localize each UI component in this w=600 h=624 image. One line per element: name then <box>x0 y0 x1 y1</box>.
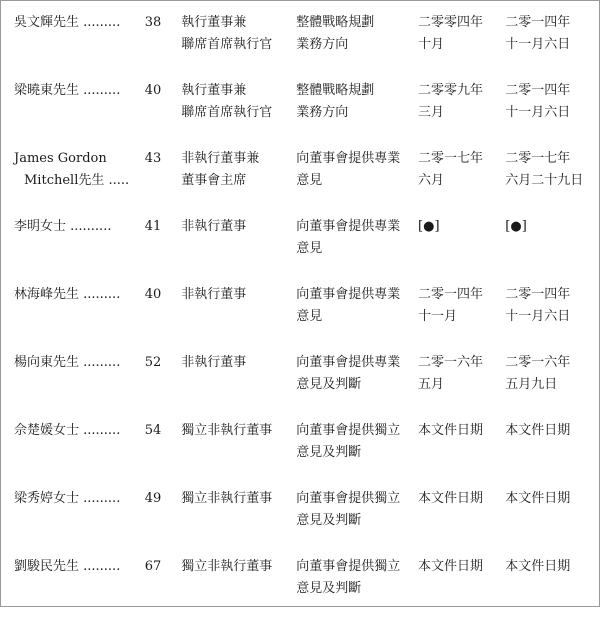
director-appointment-date-line: 十一月六日 <box>505 105 571 120</box>
director-age: 49 <box>144 491 162 506</box>
director-appointment-date <box>505 556 594 624</box>
director-role <box>296 148 418 216</box>
director-position-line: 非執行董事 <box>181 219 247 234</box>
director-join-date <box>418 284 505 352</box>
director-appointment-date-line: 本文件日期 <box>505 423 571 438</box>
director-name-line: 劉駿民先生 ......... <box>14 559 121 574</box>
director-position <box>181 488 296 556</box>
director-join-date-line: 二零一六年 <box>418 355 484 370</box>
director-role-line: 業務方向 <box>296 37 349 52</box>
director-row <box>14 488 594 556</box>
director-position <box>181 556 296 624</box>
director-name-line: 梁秀婷女士 ......... <box>14 491 121 506</box>
director-join-date-line: 本文件日期 <box>418 491 484 506</box>
director-name-line: 李明女士 .......... <box>14 219 112 234</box>
director-name <box>14 488 129 556</box>
director-row <box>14 148 594 216</box>
director-name <box>14 352 129 420</box>
director-age: 52 <box>144 355 162 370</box>
director-role <box>296 420 418 488</box>
director-join-date <box>418 352 505 420</box>
director-name <box>14 420 129 488</box>
director-name-line: Mitchell先生 ..... <box>24 173 130 188</box>
director-role-line: 整體戰略規劃 <box>296 15 375 30</box>
director-appointment-date <box>505 352 594 420</box>
director-join-date-line: 二零零四年 <box>418 15 484 30</box>
director-appointment-date-line: 本文件日期 <box>505 491 571 506</box>
director-join-date-line: 五月 <box>418 377 445 392</box>
director-position-line: 非執行董事 <box>181 355 247 370</box>
director-appointment-date <box>505 80 594 148</box>
director-appointment-date <box>505 420 594 488</box>
director-appointment-date-line: 本文件日期 <box>505 559 571 574</box>
director-role-line: 意見及判斷 <box>296 581 362 596</box>
director-role-line: 向董事會提供獨立 <box>296 491 401 506</box>
director-appointment-date-line: 五月九日 <box>505 377 558 392</box>
director-position-line: 獨立非執行董事 <box>181 559 273 574</box>
director-row <box>14 80 594 148</box>
director-role-line: 向董事會提供專業 <box>296 151 401 166</box>
director-name <box>14 80 129 148</box>
director-role-line: 向董事會提供專業 <box>296 287 401 302</box>
director-join-date-line: 六月 <box>418 173 445 188</box>
director-row <box>14 556 594 624</box>
director-join-date <box>418 420 505 488</box>
director-role-line: 意見 <box>296 173 323 188</box>
director-role-line: 向董事會提供專業 <box>296 219 401 234</box>
director-join-date-line: 本文件日期 <box>418 423 484 438</box>
director-age: 43 <box>144 151 162 166</box>
director-age: 67 <box>144 559 162 574</box>
director-role <box>296 284 418 352</box>
director-appointment-date <box>505 148 594 216</box>
director-name <box>14 216 129 284</box>
director-name <box>14 148 129 216</box>
director-appointment-date <box>505 216 594 284</box>
director-role-line: 整體戰略規劃 <box>296 83 375 98</box>
director-role-line: 意見 <box>296 241 323 256</box>
director-name <box>14 284 129 352</box>
director-appointment-date-line: 二零一四年 <box>505 83 571 98</box>
director-name-line: 梁曉東先生 ......... <box>14 83 121 98</box>
director-position-line: 非執行董事 <box>181 287 247 302</box>
director-role <box>296 12 418 80</box>
director-role-line: 向董事會提供專業 <box>296 355 401 370</box>
director-name-line: James Gordon <box>14 151 107 166</box>
director-join-date-line: 二零一七年 <box>418 151 484 166</box>
director-position-line: 執行董事兼 <box>181 15 247 30</box>
director-join-date-line: 二零一四年 <box>418 287 484 302</box>
director-join-date-line: 本文件日期 <box>418 559 484 574</box>
director-role-line: 向董事會提供獨立 <box>296 559 401 574</box>
director-join-date-line: 十月 <box>418 37 445 52</box>
director-join-date-line: 三月 <box>418 105 445 120</box>
director-join-date <box>418 80 505 148</box>
director-age: 40 <box>144 83 162 98</box>
director-appointment-date <box>505 284 594 352</box>
director-role-line: 業務方向 <box>296 105 349 120</box>
director-age: 54 <box>144 423 162 438</box>
director-age: 41 <box>144 219 162 234</box>
director-name-line: 佘楚媛女士 ......... <box>14 423 121 438</box>
director-row <box>14 284 594 352</box>
director-role <box>296 556 418 624</box>
director-join-date-line: 二零零九年 <box>418 83 484 98</box>
director-name-line: 林海峰先生 ......... <box>14 287 121 302</box>
director-position-line: 獨立非執行董事 <box>181 491 273 506</box>
director-position-line: 董事會主席 <box>181 173 247 188</box>
director-appointment-date-line: [●] <box>505 219 527 234</box>
director-role <box>296 216 418 284</box>
director-role-line: 意見及判斷 <box>296 513 362 528</box>
director-row <box>14 216 594 284</box>
director-appointment-date <box>505 488 594 556</box>
director-position-line: 聯席首席執行官 <box>181 37 273 52</box>
director-position <box>181 12 296 80</box>
director-appointment-date-line: 二零一六年 <box>505 355 571 370</box>
director-role-line: 意見及判斷 <box>296 445 362 460</box>
director-age: 38 <box>144 15 162 30</box>
director-join-date-line: 十一月 <box>418 309 458 324</box>
director-appointment-date-line: 二零一七年 <box>505 151 571 166</box>
director-appointment-date-line: 二零一四年 <box>505 15 571 30</box>
director-join-date <box>418 12 505 80</box>
director-join-date <box>418 216 505 284</box>
director-position-line: 非執行董事兼 <box>181 151 260 166</box>
director-position-line: 獨立非執行董事 <box>181 423 273 438</box>
director-role <box>296 488 418 556</box>
director-role-line: 意見 <box>296 309 323 324</box>
director-position <box>181 80 296 148</box>
director-join-date-line: [●] <box>418 219 440 234</box>
director-appointment-date <box>505 12 594 80</box>
director-position <box>181 284 296 352</box>
director-row <box>14 12 594 80</box>
director-position <box>181 420 296 488</box>
directors-table <box>14 12 594 624</box>
director-name-line: 吳文輝先生 ......... <box>14 15 121 30</box>
director-role-line: 意見及判斷 <box>296 377 362 392</box>
director-position-line: 聯席首席執行官 <box>181 105 273 120</box>
director-role-line: 向董事會提供獨立 <box>296 423 401 438</box>
director-name <box>14 556 129 624</box>
director-position-line: 執行董事兼 <box>181 83 247 98</box>
director-name <box>14 12 129 80</box>
director-age: 40 <box>144 287 162 302</box>
director-role <box>296 80 418 148</box>
director-appointment-date-line: 六月二十九日 <box>505 173 584 188</box>
director-join-date <box>418 148 505 216</box>
director-row <box>14 352 594 420</box>
director-join-date <box>418 488 505 556</box>
director-appointment-date-line: 二零一四年 <box>505 287 571 302</box>
director-appointment-date-line: 十一月六日 <box>505 37 571 52</box>
director-row <box>14 420 594 488</box>
director-name-line: 楊向東先生 ......... <box>14 355 121 370</box>
director-join-date <box>418 556 505 624</box>
director-appointment-date-line: 十一月六日 <box>505 309 571 324</box>
director-position <box>181 216 296 284</box>
director-position <box>181 148 296 216</box>
director-role <box>296 352 418 420</box>
director-position <box>181 352 296 420</box>
